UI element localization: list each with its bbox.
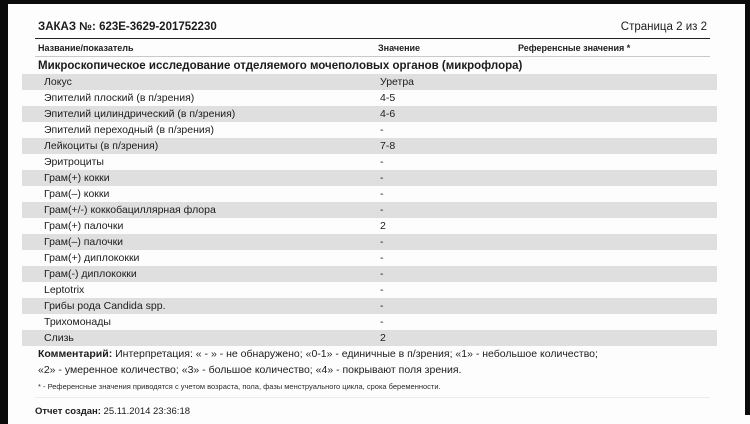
column-header-divider (35, 56, 710, 57)
order-number: ЗАКАЗ №: 623E-3629-201752230 (38, 21, 217, 33)
table-row (22, 330, 717, 346)
header-divider (35, 38, 710, 39)
row-parameter-name: Грибы рода Candida spp. (44, 300, 166, 312)
row-value: - (380, 252, 384, 264)
table-row (22, 298, 717, 314)
row-parameter-name: Слизь (44, 332, 74, 344)
row-parameter-name: Грам(+) палочки (44, 220, 124, 232)
scan-top-bar (0, 0, 750, 4)
comment-block (38, 347, 710, 378)
row-parameter-name: Эпителий переходный (в п/зрения) (44, 124, 214, 136)
comment-text-line1: Интерпретация: « - » - не обнаружено; «0-1» - единичные в п/зрения; «1» - небольшое количество; (115, 348, 598, 360)
column-header-name: Название/показатель (38, 43, 134, 53)
row-value: - (380, 204, 384, 216)
scan-left-bar (0, 0, 8, 424)
table-row (22, 90, 717, 106)
row-value: - (380, 156, 384, 168)
row-parameter-name: Трихомонады (44, 316, 111, 328)
table-row (22, 218, 717, 234)
row-parameter-name: Эпителий цилиндрический (в п/зрения) (44, 108, 236, 120)
row-parameter-name: Грам(+/-) коккобациллярная флора (44, 204, 216, 216)
table-column-headers (0, 43, 750, 55)
row-value: Уретра (380, 76, 415, 88)
row-parameter-name: Локус (44, 76, 72, 88)
table-row (22, 202, 717, 218)
table-row (22, 122, 717, 138)
footer-divider (35, 397, 710, 398)
scan-right-bar (745, 0, 750, 415)
report-created-footer (35, 406, 190, 417)
table-row (22, 234, 717, 250)
page-number: Страница 2 из 2 (620, 21, 707, 33)
row-parameter-name: Лейкоциты (в п/зрения) (44, 140, 159, 152)
row-value: - (380, 124, 384, 136)
row-value: - (380, 188, 384, 200)
row-value: - (380, 300, 384, 312)
table-row (22, 154, 717, 170)
table-row (22, 186, 717, 202)
row-value: - (380, 172, 384, 184)
row-value: 4-6 (380, 108, 396, 120)
row-parameter-name: Грам(–) палочки (44, 236, 124, 248)
table-row (22, 106, 717, 122)
row-value: - (380, 236, 384, 248)
row-value: 7-8 (380, 140, 396, 152)
table-row (22, 314, 717, 330)
table-row (22, 250, 717, 266)
table-row (22, 170, 717, 186)
comment-text-line2: «2» - умеренное количество; «3» - большое количество; «4» - покрывают поля зрения. (38, 363, 462, 376)
table-row (22, 266, 717, 282)
row-parameter-name: Эритроциты (44, 156, 104, 168)
column-header-reference: Референсные значения * (518, 43, 631, 53)
document-header (38, 21, 707, 36)
report-created-label: Отчет создан: (35, 406, 101, 417)
row-parameter-name: Leptotrix (44, 284, 85, 296)
table-row (22, 282, 717, 298)
comment-label: Комментарий: (38, 348, 113, 360)
column-header-value: Значение (378, 43, 421, 53)
table-row (22, 74, 717, 90)
row-value: - (380, 284, 384, 296)
row-value: 2 (380, 220, 386, 232)
row-parameter-name: Грам(-) диплококки (44, 268, 137, 280)
row-parameter-name: Грам(+) кокки (44, 172, 110, 184)
row-value: - (380, 268, 384, 280)
row-parameter-name: Грам(–) кокки (44, 188, 110, 200)
row-parameter-name: Грам(+) диплококки (44, 252, 140, 264)
results-table-body (22, 74, 717, 346)
report-created-timestamp: 25.11.2014 23:36:18 (103, 406, 191, 417)
reference-footnote: * - Референсные значения приводятся с учетом возраста, пола, фазы менструального цикла, срока беременности. (38, 382, 441, 391)
section-title: Микроскопическое исследование отделяемого мочеполовых органов (микрофлора) (38, 60, 523, 72)
row-value: 2 (380, 332, 386, 344)
row-value: 4-5 (380, 92, 396, 104)
table-row (22, 138, 717, 154)
row-value: - (380, 316, 384, 328)
row-parameter-name: Эпителий плоский (в п/зрения) (44, 92, 195, 104)
